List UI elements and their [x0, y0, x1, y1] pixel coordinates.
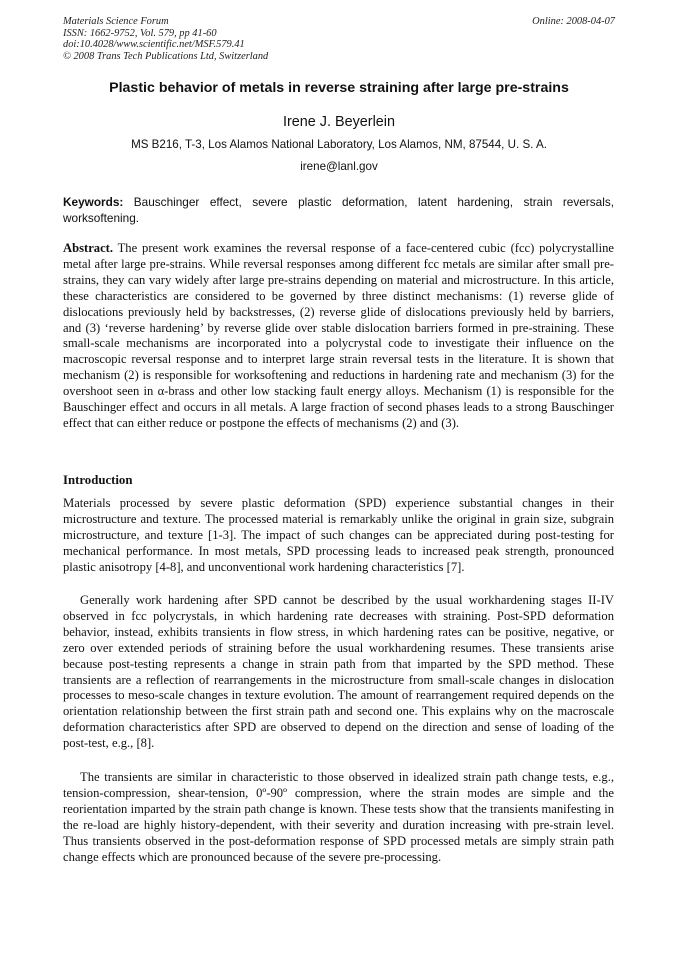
keywords-label: Keywords:: [63, 195, 124, 209]
keywords-block: [63, 194, 614, 226]
author-affiliation: MS B216, T-3, Los Alamos National Laboratory, Los Alamos, NM, 87544, U. S. A.: [131, 138, 547, 151]
section-heading-introduction: Introduction: [63, 473, 133, 487]
journal-header: [63, 16, 615, 62]
abstract-label: Abstract.: [63, 241, 114, 255]
intro-paragraph: Materials processed by severe plastic deformation (SPD) experience substantial changes in their microstructure and texture. The processed material is remarkably unlike the original in grain size, subgrain microstructure, and texture [1-3]. The impact of such changes can be appreciated during post-testing for mechanical performance. In most metals, SPD processing leads to increased peak strength, pronounced plastic anisotropy [4-8], and unconventional work hardening characteristics [7].: [63, 496, 614, 574]
online-date: Online: 2008-04-07: [532, 16, 615, 27]
keywords-text: Bauschinger effect, severe plastic deformation, latent hardening, strain reversals, worksoftening.: [63, 195, 614, 225]
abstract-block: [63, 241, 614, 432]
issn-line: ISSN: 1662-9752, Vol. 579, pp 41-60: [63, 27, 217, 39]
abstract-text: The present work examines the reversal response of a face-centered cubic (fcc) polycrystalline metal after large pre-strains. While reversal responses among different fcc metals are similar after small pre-strains, they can vary widely after large pre-strains depending on material and microstructure. In this article, these characteristics are considered to be governed by three distinct mechanisms: (1) reverse glide of dislocations previously held by backstresses, (2) reverse glide of dislocations previously held by barriers, and (3) ‘reverse hardening’ by reverse glide over stable dislocation barriers formed in pre-straining. These small-scale mechanisms are incorporated into a polycrystal code to investigate their influence on the macroscopic reversal response and to interpret large strain reversal tests in the literature. It is shown that mechanism (2) is responsible for worksoftening and reductions in hardening rate and mechanism (3) for the overshoot seen in α-brass and other low stacking fault energy alloys. Mechanism (1) is responsible for the Bauschinger effect and occurs in all metals. A large fraction of second phases leads to a strong Bauschinger effect that can either reduce or postpone the effects of mechanisms (2) and (3).: [63, 241, 614, 430]
paper-title: Plastic behavior of metals in reverse straining after large pre-strains: [109, 80, 569, 96]
copyright-line: © 2008 Trans Tech Publications Ltd, Switzerland: [63, 50, 269, 62]
journal-name: Materials Science Forum: [63, 16, 169, 27]
author-name: Irene J. Beyerlein: [283, 114, 395, 130]
intro-paragraph: The transients are similar in characteristic to those observed in idealized strain path change tests, e.g., tension-compression, shear-tension, 0º-90º compression, where the strain modes are simple and the reorientation imparted by the strain path change is known. These tests show that the transients manifesting in the re-load are highly history-dependent, with their severity and duration increasing with pre-strain level. Thus transients observed in the post-deformation response of SPD processed metals are simply strain path change effects which are pronounced because of the severe pre-processing.: [63, 770, 614, 864]
doi-line: doi:10.4028/www.scientific.net/MSF.579.41: [63, 39, 245, 51]
intro-paragraph: Generally work hardening after SPD cannot be described by the usual workhardening stages II-IV observed in fcc polycrystals, in which hardening rate decreases with straining. Post-SPD deformation behavior, instead, exhibits transients in flow stress, in which hardening rates can be positive, negative, or zero over extended periods of straining before the usual workhardening resumes. These transients arise because post-testing represents a change in strain path from that imparted by the SPD method. These transients are a reflection of rearrangements in the microstructure from small-scale changes in dislocation processes to meso-scale changes in texture evolution. The amount of rearrangement required depends on the orientation relationship between the first strain path and second one. This explains why on the macroscale deformation characteristics after SPD are observed to depend on the direction and sense of loading of the post-test, e.g., [8].: [63, 593, 614, 751]
author-email: irene@lanl.gov: [300, 160, 378, 173]
